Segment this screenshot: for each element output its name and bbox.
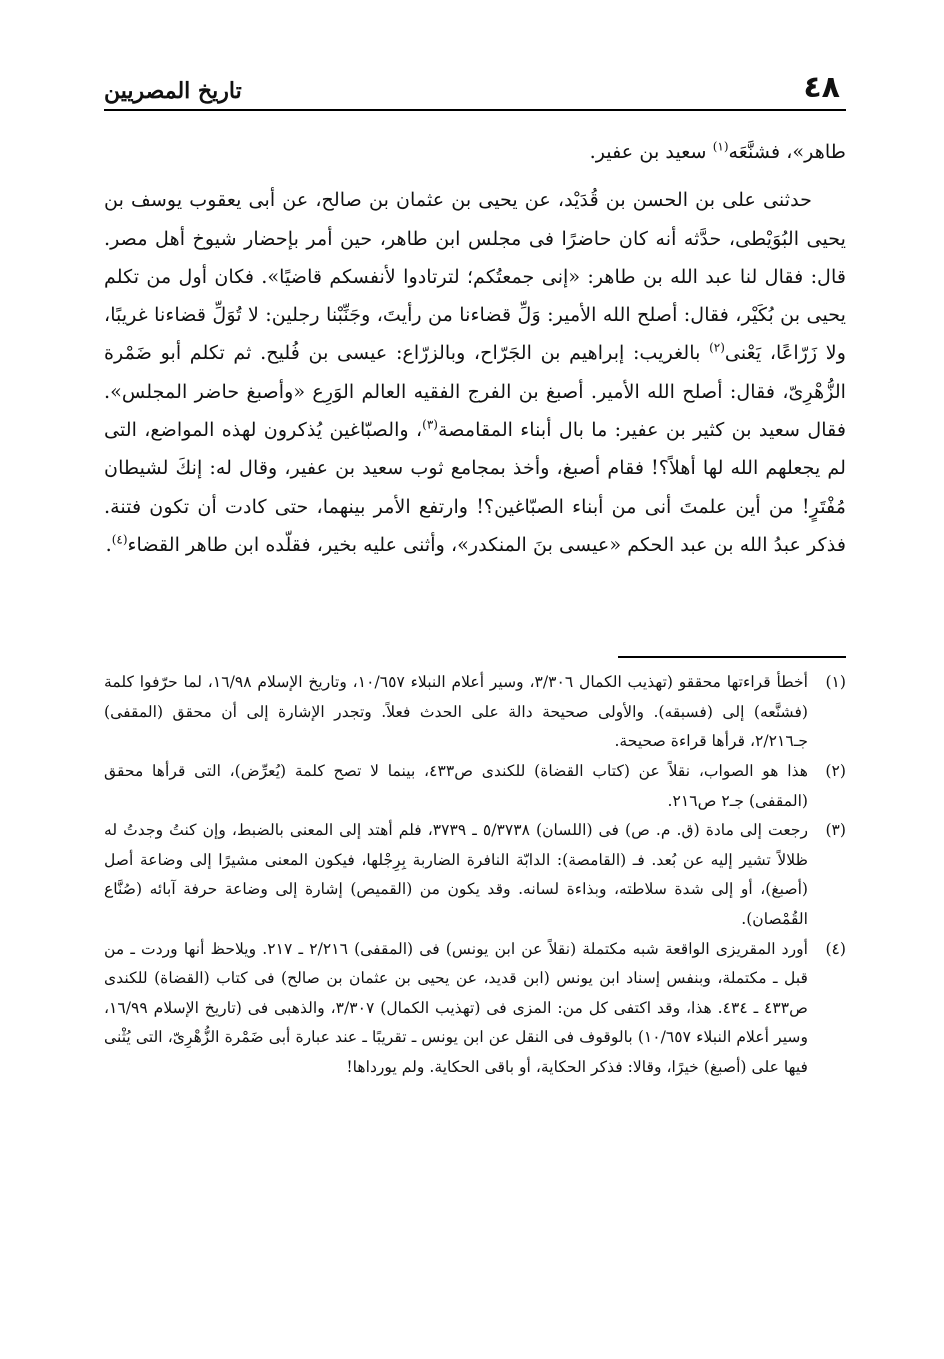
footnote-text: أورد المقريزى الواقعة شبه مكتملة (نقلاً عن ابن يونس) فى (المقفى) ٢/٢١٦ ـ ٢١٧. ويلاحظ أنها وردت ـ من قبل ـ مكتملة، وبنفس إسناد ابن يونس (ابن قديد، عن يحيى بن عثمان بن صالح) فى كتاب (القضاة) للكندى ص٤٣٣ ـ ٤٣٤. هذا، وقد اكتفى كل من: المزى فى (تهذيب الكمال) ٣/٣٠٧، والذهبى فى (تاريخ الإسلام ١٦/٩٩، وسير أعلام النبلاء ١٠/٦٥٧) بالوقوف فى النقل عن ابن يونس ـ تقريبًا ـ عند عبارة أبى ضَمْرة الزُّهْرِىّ، التى يُثْنى فيها على (أصبغ) خيرًا، وقالا: فذكر الحكاية، أو باقى الحكاية. ولم يورداها! xyxy=(104,939,809,1076)
footnote-1 xyxy=(104,668,846,757)
body-paragraph xyxy=(104,181,846,564)
footnote-number: (١) xyxy=(825,673,847,692)
header-rule xyxy=(104,109,846,111)
continuation-line xyxy=(104,133,846,171)
note-ref-2: (٢) xyxy=(709,341,725,356)
footnote-2 xyxy=(104,757,846,816)
continuation-text: طاهر»، فشنَّعَه xyxy=(728,140,846,163)
running-title: تاريخ المصريين xyxy=(104,78,242,104)
note-ref-1: (١) xyxy=(712,139,729,154)
footnote-rule xyxy=(618,656,846,658)
footnotes xyxy=(104,668,846,1082)
page-header xyxy=(104,62,846,108)
page-number: ٤٨ xyxy=(803,70,840,105)
continuation-end: سعيد بن عفير. xyxy=(589,140,713,163)
paragraph-part-1: حدثنى على بن الحسن بن قُدَيْد، عن يحيى بن عثمان بن صالح، عن أبى يعقوب يوسف بن يحيى البُوَيْطى، حدَّثه أنه كان حاضرًا فى مجلس ابن طاهر، حين أمر بإحضار شيوخ أهل مصر. قال: فقال لنا عبد الله بن طاهر: «إنى جمعتُكم؛ لترتادوا لأنفسكم قاضيًا». فكان أول من تكلم يحيى بن بُكَيْر، فقال: أصلح الله الأمير: وَلِّ قضاءنا من رأيتَ، وجَنِّبْنا رجلين: لا تُوَلِّ قضاءنا غريبًا، ولا زَرّاعًا، يَعْنى xyxy=(104,188,846,365)
paragraph-part-2: بالغريب: إبراهيم بن الجَرّاح، وبالزرّاع: عيسى بن فُليح. ثم تكلم أبو ضَمْرة الزُّهْرِىّ، فقال: أصلح الله الأمير. أصبغ بن الفرج الفقيه العالم الوَرِع «وأصبغ حاضر المجلس». فقال سعيد بن كثير بن عفير: ما بال أبناء المقامصة xyxy=(104,341,846,442)
footnote-text: أخطأ قراءتها محققو (تهذيب الكمال ٣/٣٠٦، وسير أعلام النبلاء ١٠/٦٥٧، وتاريخ الإسلام ١٦/٩٨، لما حرّفوا كلمة (فشنَّعه) إلى (فسبقه). والأولى صحيحة دالة على الحدث فعلاً. وتجدر الإشارة إلى أن محقق (المقفى) جـ٢/٢١٦، قرأها قراءة صحيحة. xyxy=(104,673,809,751)
footnote-text: هذا هو الصواب، نقلاً عن (كتاب القضاة) للكندى ص٤٣٣، بينما لا تصح كلمة (يُعرِّض)، التى قرأها محقق (المقفى) جـ٢ ص٢١٦. xyxy=(104,762,808,810)
footnote-text: رجعت إلى مادة (ق. م. ص) فى (اللسان) ٥/٣٧٣٨ ـ ٣٧٣٩، فلم أهتد إلى المعنى بالضبط، وإن كنتُ وجدتُ له ظلالاً تشير إليه عن بُعد. فـ (القامصة): الدابّة النافرة الضاربة بِرِجْلها، فيكون المعنى مشيرًا إلى وضاعة أصل (أصبغ)، أو إلى شدة سلاطته، وبذاءة لسانه. وقد يكون من (القميص) إشارة إلى وضاعة حرفة آبائه (صُنَّاع القُمْصان). xyxy=(104,821,809,929)
paragraph-end: . xyxy=(105,532,112,556)
paragraph-part-3: ، والصبّاغين يُذكرون لهذه المواضع، التى لم يجعلهم الله لها أهلاً؟! فقام أصبغ، وأخذ بمجامع ثوب سعيد بن عفير، وقال له: إنكَ لشيطان مُفْتَرٍ! من أين علمتَ أنى من أبناء الصبّاغين؟! وارتفع الأمر بينهما، حتى كادت أن تكون فتنة. فذكر عبدُ الله بن عبد الحكم «عيسى بنَ المنكدر»، وأثنى عليه بخير، فقلّده ابن طاهر القضاء xyxy=(104,418,846,556)
note-ref-4: (٤) xyxy=(111,532,128,547)
footnote-number: (٢) xyxy=(825,762,846,781)
footnote-number: (٤) xyxy=(825,939,847,958)
book-page xyxy=(104,62,846,1083)
main-text xyxy=(104,133,846,564)
footnote-3 xyxy=(104,816,846,934)
footnote-number: (٣) xyxy=(825,821,847,840)
footnote-4 xyxy=(104,935,846,1083)
note-ref-3: (٣) xyxy=(422,417,438,432)
